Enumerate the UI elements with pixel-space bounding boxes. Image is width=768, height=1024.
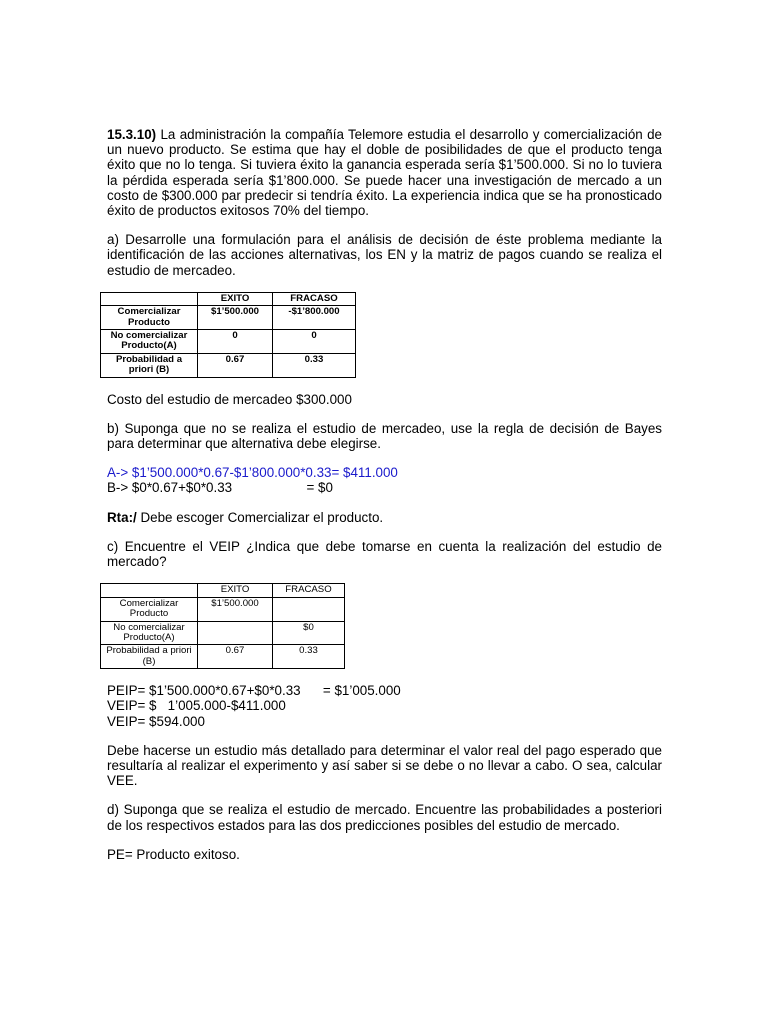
table-header-row bbox=[101, 292, 356, 305]
table-cell: 0 bbox=[273, 330, 356, 354]
table-cell: 0 bbox=[198, 330, 273, 354]
table-cell bbox=[273, 597, 345, 621]
table-row bbox=[101, 621, 345, 645]
veip-calc: VEIP= $ 1’005.000-$411.000 bbox=[107, 698, 286, 714]
table-cell: No comercializar Producto(A) bbox=[101, 621, 198, 645]
problem-statement bbox=[107, 127, 662, 218]
table-cell: -$1’800.000 bbox=[273, 306, 356, 330]
document-body bbox=[107, 127, 662, 862]
market-study-cost: Costo del estudio de mercadeo $300.000 bbox=[107, 391, 352, 407]
answer-text: Debe escoger Comercializar el producto. bbox=[136, 509, 384, 525]
problem-text: La administración la compañía Telemore estudia el desarrollo y comercialización de un nuevo producto. Se estima que hay el doble de posibilidades de que el producto tenga éxito que no lo tenga. Si tuviera éxito la ganancia esperada sería $1’500.000. Si no lo tuviera la pérdida esperada sería $1’800.000. Se puede hacer una investigación de mercado a un costo de $300.000 par predecir si tendría éxito. La experiencia indica que se ha pronosticado éxito de productos exitosos 70% del tiempo. bbox=[107, 127, 662, 219]
answer-line bbox=[107, 510, 662, 525]
table-header-row bbox=[101, 584, 345, 597]
problem-number: 15.3.10) bbox=[107, 127, 157, 142]
table-header-cell bbox=[101, 584, 198, 597]
table-cell: $0 bbox=[273, 621, 345, 645]
table-cell: 0.67 bbox=[198, 353, 273, 377]
table-cell: 0.67 bbox=[198, 645, 273, 669]
table-cell: Probabilidad a priori (B) bbox=[101, 645, 198, 669]
table-header-cell bbox=[101, 292, 198, 305]
veip-result: VEIP= $594.000 bbox=[107, 713, 205, 729]
table-cell bbox=[198, 621, 273, 645]
table-cell: Probabilidad a priori (B) bbox=[101, 353, 198, 377]
table-row bbox=[101, 306, 356, 330]
part-d-question: d) Suponga que se realiza el estudio de mercado. Encuentre las probabilidades a posteriori de los respectivos estados para las dos predicciones posibles del estudio de mercado. bbox=[107, 802, 662, 833]
table-row bbox=[101, 353, 356, 377]
table-row bbox=[101, 597, 345, 621]
table-cell: No comercializar Producto(A) bbox=[101, 330, 198, 354]
bayes-calc-a: A-> $1’500.000*0.67-$1’800.000*0.33= $411.000 bbox=[107, 465, 398, 481]
table-row bbox=[101, 330, 356, 354]
pe-definition: PE= Producto exitoso. bbox=[107, 846, 240, 862]
payoff-table-a bbox=[100, 292, 356, 378]
table-cell: Comercializar Producto bbox=[101, 306, 198, 330]
table-cell: 0.33 bbox=[273, 645, 345, 669]
peip-calc: PEIP= $1’500.000*0.67+$0*0.33 = $1’005.000 bbox=[107, 683, 401, 699]
table-cell: $1’500.000 bbox=[198, 306, 273, 330]
table-header-cell: FRACASO bbox=[273, 292, 356, 305]
table-row bbox=[101, 645, 345, 669]
table-cell: Comercializar Producto bbox=[101, 597, 198, 621]
part-c-question: c) Encuentre el VEIP ¿Indica que debe tomarse en cuenta la realización del estudio de mercado? bbox=[107, 538, 662, 570]
answer-label: Rta:/ bbox=[107, 509, 137, 525]
part-b-question: b) Suponga que no se realiza el estudio de mercadeo, use la regla de decisión de Bayes para determinar que alternativa debe elegirse. bbox=[107, 420, 662, 452]
table-cell: $1’500.000 bbox=[198, 597, 273, 621]
payoff-table-c bbox=[100, 583, 345, 669]
part-a-question: a) Desarrolle una formulación para el análisis de decisión de éste problema mediante la identificación de las acciones alternativas, los EN y la matriz de pagos cuando se realiza el estudio de mercadeo. bbox=[107, 232, 662, 278]
table-header-cell: FRACASO bbox=[273, 584, 345, 597]
table-cell: 0.33 bbox=[273, 353, 356, 377]
bayes-calc-b: B-> $0*0.67+$0*0.33 = $0 bbox=[107, 480, 333, 496]
part-c-conclusion: Debe hacerse un estudio más detallado para determinar el valor real del pago esperado que resultaría al realizar el experimento y así saber si se debe o no llevar a cabo. O sea, calcular VEE. bbox=[107, 742, 662, 789]
table-header-cell: EXITO bbox=[198, 292, 273, 305]
table-header-cell: EXITO bbox=[198, 584, 273, 597]
